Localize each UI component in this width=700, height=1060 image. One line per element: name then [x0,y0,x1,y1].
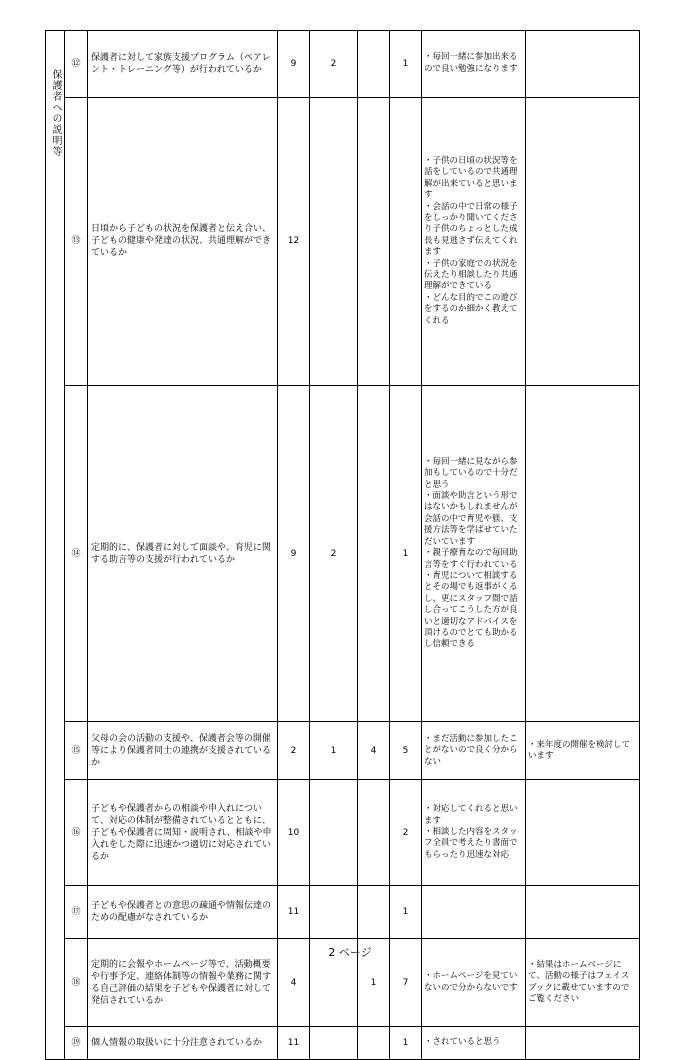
facility-response [526,780,640,886]
item-number [65,1027,88,1060]
question-text: 子どもや保護者からの相談や申入れについて、対応の体制が整備されているとともに、子どもや保護者に周知・説明され、相談や申入れをした際に迅速かつ適切に対応されているか [88,780,278,886]
count-no: 1 [358,939,390,1027]
count-yes: 12 [278,97,310,385]
count-unknown: 1 [390,386,422,722]
item-number: ⑬ [65,97,88,385]
count-somewhat [310,1027,358,1060]
count-no [358,97,390,385]
parent-comment [422,1027,526,1060]
count-yes [278,1027,310,1060]
comment-line: ・毎回一緒に見ながら参加もしているので十分だと思う [424,457,523,491]
count-somewhat: 2 [310,386,358,722]
comment-line: ・面談や助言という形ではないかもしれませんが会話の中で育児や躾、支援方法等を学ばせていただいています [424,491,523,548]
table-row [46,31,640,98]
count-unknown: 7 [390,939,422,1027]
count-no: 4 [358,722,390,780]
count-no [358,1027,390,1060]
category-label: 保護者への説明等 [49,31,61,1059]
table-row [46,722,640,780]
count-yes: 4 [278,939,310,1027]
comment-line: ・来年度の開催を検討しています [528,740,637,763]
table-row [46,386,640,722]
facility-response [526,886,640,939]
count-yes: 2 [278,722,310,780]
count-yes: 9 [278,31,310,98]
facility-response [526,1027,640,1060]
parent-comment [422,31,526,98]
table-row [46,1027,640,1060]
table-row [46,780,640,886]
table-body [46,31,640,1060]
item-number: ⑯ [65,780,88,886]
item-number: ⑱ [65,939,88,1027]
question-text: 子どもや保護者との意思の疎通や情報伝達のための配慮がなされているか [88,886,278,939]
comment-line: ・ホームページを見ていないので分からないです [424,971,523,994]
count-yes: 11 [278,886,310,939]
count-no [358,886,390,939]
comment-line: ・子供の日頃の状況等を話をしているので共通理解が出来ていると思います [424,156,523,202]
count-unknown [390,1027,422,1060]
parent-comment [422,97,526,385]
question-text [88,1027,278,1060]
comment-line: ・育児について相談するとその場でも返事がくるし、更にスタッフ間で話し合ってこうした方が良いと適切なアドバイスを頂けるのでとても助かるし信頼できる [424,571,523,651]
question-text: 父母の会の活動の支援や、保護者会等の開催等により保護者同士の連携が支援されているか [88,722,278,780]
parent-comment [422,386,526,722]
question-text: 定期的に、保護者に対して面談や、育児に関する助言等の支援が行われているか [88,386,278,722]
parent-comment [422,722,526,780]
table-row [46,97,640,385]
count-no [358,780,390,886]
table-row [46,886,640,939]
facility-response [526,722,640,780]
parent-comment [422,780,526,886]
comment-line: ・まだ活動に参加したことがないので良く分からない [424,734,523,768]
comment-line [424,1037,523,1048]
comment-line: ・子供の家庭での状況を伝えたり相談したり共通理解ができている [424,259,523,293]
count-somewhat: 2 [310,31,358,98]
comment-line: ・結果はホームページにて、活動の様子はフェイスブックに載せていますので [528,960,637,1006]
item-number: ⑰ [65,886,88,939]
count-unknown: 1 [390,31,422,98]
comment-line: ・毎回一緒に参加出来るので良い勉強になります [424,52,523,75]
count-unknown [390,97,422,385]
count-yes: 9 [278,386,310,722]
count-somewhat [310,886,358,939]
comment-line: ・どんな目的でこの遊びをするのか細かく教えてくれる [424,293,523,327]
count-unknown: 1 [390,886,422,939]
question-text: 日頃から子どもの状況を保護者と伝え合い、子どもの健康や発達の状況、共通理解ができているか [88,97,278,385]
item-number: ⑭ [65,386,88,722]
count-somewhat [310,780,358,886]
page-number: 2 ページ [0,944,700,960]
count-no [358,386,390,722]
category-cell [46,31,65,1060]
question-text: 保護者に対して家族支援プログラム（ペアレント・トレーニング等）が行われているか [88,31,278,98]
count-unknown: 2 [390,780,422,886]
question-text: 定期的に会報やホームページ等で、活動概要や行事予定、連絡体制等の情報や業務に関する自己評価の結果を子どもや保護者に対して [88,939,278,1027]
count-yes: 10 [278,780,310,886]
count-no [358,31,390,98]
count-somewhat [310,97,358,385]
count-unknown: 5 [390,722,422,780]
count-somewhat: 1 [310,722,358,780]
comment-line: ・対応してくれると思います [424,804,523,827]
comment-line: ・相談した内容をスタッフ全員で考えたり書面でもらったり迅速な対応 [424,827,523,861]
parent-comment [422,886,526,939]
item-number: ⑮ [65,722,88,780]
comment-line: ・会話の中で日常の様子をしっかり聞いてくださり子供のちょっとした成長も見逃さず伝えてくれます [424,202,523,259]
facility-response [526,31,640,98]
facility-response [526,97,640,385]
evaluation-table [45,30,640,1060]
item-number: ⑫ [65,31,88,98]
comment-line: ・親子療育なので毎回助言等をすぐ行われている [424,548,523,571]
facility-response [526,386,640,722]
